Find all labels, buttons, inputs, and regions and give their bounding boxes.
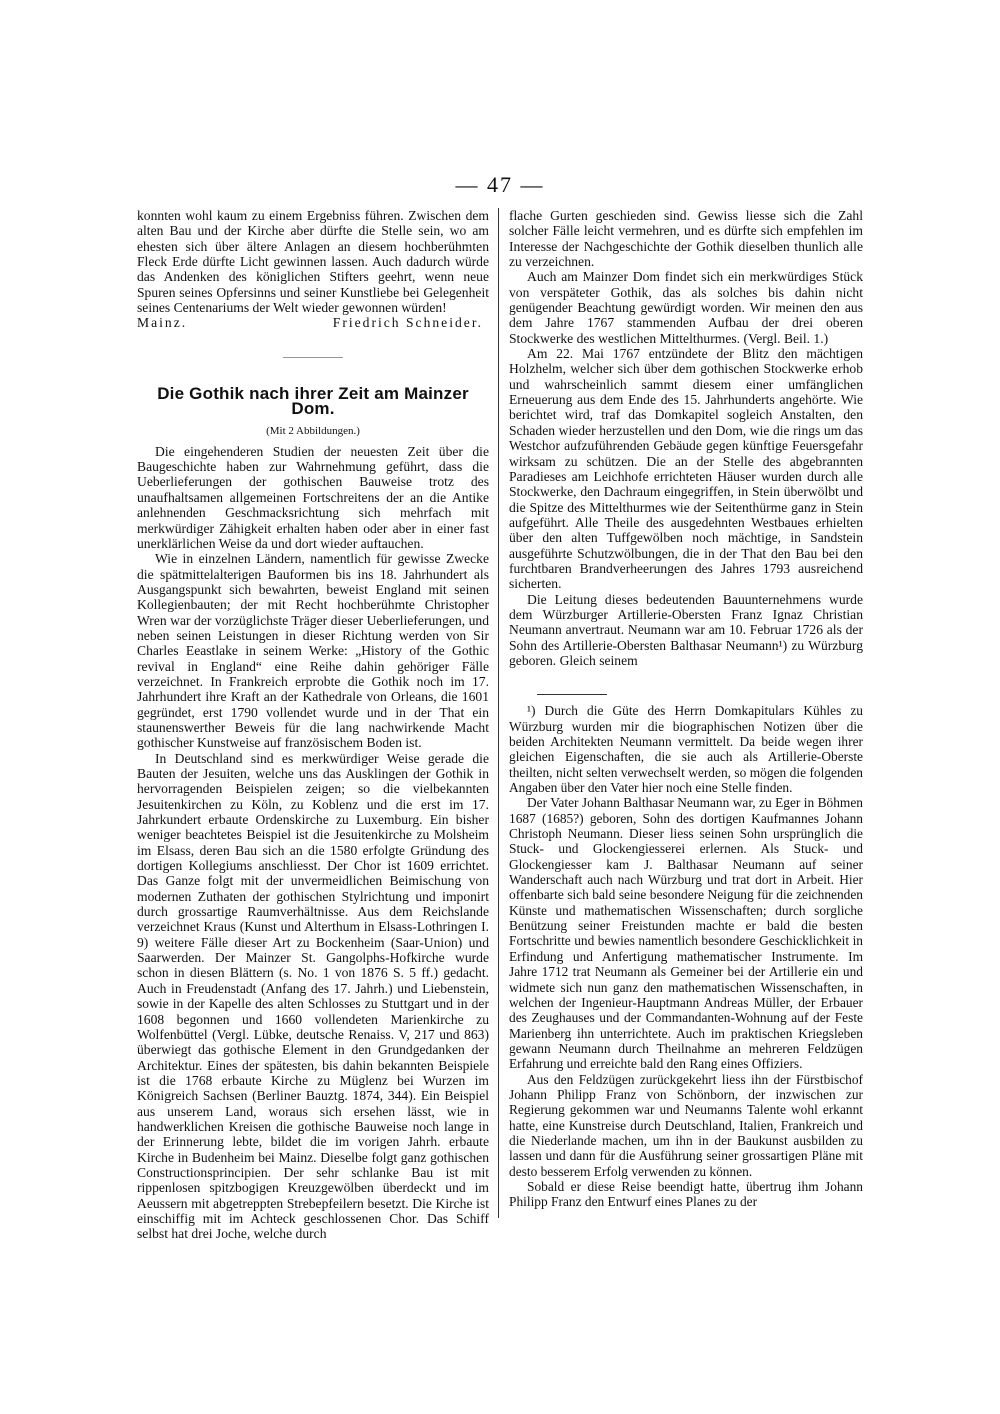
- intro-paragraph: konnten wohl kaum zu einem Ergebniss führen. Zwischen dem alten Bau und der Kirche aber dürfte die Stelle sein, wo am ehesten sich über ältere Anlagen an diesem hochberühmten Fleck Erde dürfte Licht gewinnen lassen. Auch dadurch würde das Andenken des königlichen Stifters geehrt, wenn neue Spuren seines Opfersinns und seiner Kunstliebe bei Gelegenheit seines Centenariums der Welt wieder gewonnen würden!: [137, 208, 489, 316]
- paragraph: Wie in einzelnen Ländern, namentlich für gewisse Zwecke die spätmittelalterigen Bauformen bis ins 18. Jahrhundert als Ausgangspunkt sich bewahrten, beweist England mit seinen Kollegienbauten; der mit Recht hochberühmte Christopher Wren war der vorzüglichste Träger dieser Ueberlieferungen, und neben seinen Leistungen in dieser Richtung werden von Sir Charles Eeastlake in seinem Werke: „History of the Gothic revival in England“ eine Reihe dahin gehöriger Fälle verzeichnet. In Frankreich erprobte die Gothik noch im 17. Jahrhundert ihre Kraft an der Kathedrale von Orleans, die 1601 gegründet, erst 1790 vollendet wurde und in der That ein staunenswerther Beweis für die lang nachwirkende Macht gothischer Kunstweise auf französischem Boden ist.: [137, 551, 489, 751]
- signature-place: Mainz.: [137, 315, 188, 331]
- footnote-paragraph: Sobald er diese Reise beendigt hatte, übertrug ihm Johann Philipp Franz den Entwurf eines Planes zu der: [509, 1178, 863, 1210]
- signature-author: Friedrich Schneider.: [332, 315, 483, 331]
- article-title: Die Gothik nach ihrer Zeit am Mainzer Dom.: [157, 383, 469, 419]
- column-divider: [498, 208, 499, 1218]
- page-number: — 47 —: [455, 172, 545, 197]
- paragraph: Auch am Mainzer Dom findet sich ein merkwürdiges Stück von verspäteter Gothik, das als solches bis dahin nicht genügender Beachtung gewürdigt worden. Wir meinen den aus dem Jahre 1767 stammenden Aufbau der drei oberen Stockwerke des westlichen Mittelthurmes. (Vergl. Beil. 1.): [509, 269, 863, 346]
- section-separator: [283, 357, 343, 358]
- paragraph: flache Gurten geschieden sind. Gewiss liesse sich die Zahl solcher Fälle leicht vermehren, und es dürfte sich empfehlen im Interesse der Nachgeschichte der Gothik dieselben thunlich alle zu verzeichnen.: [509, 208, 863, 270]
- paragraph: Am 22. Mai 1767 entzündete der Blitz den mächtigen Holzhelm, welcher sich über dem gothischen Stockwerke erhob und wahrscheinlich sammt diesem einer umfänglichen Erneuerung aus dem Ende des 15. Jahrhunderts angehörte. Wie berichtet wird, traf das Domkapitel sogleich Anstalten, den Schaden wieder herzustellen und den Dom, wie die rings um das Westchor aufzuführenden Gebäude gegen künftige Feuersgefahr wirksam zu schützen. Die an der Stelle des abgebrannten Paradieses am Leichhofe errichteten Häuser wurden durch alle Stockwerke, den Dachraum eingegriffen, in Stein überwölbt und die Spitze des Mittelthurmes wie der Seitenthürme ganz in Stein aufgeführt. Alle Theile des ausgedehnten Westbaues erhielten über den alten Tuffgewölben noch mächtige, in Sandstein ausgeführte Schutzwölbungen, die in der That den Bau bei den furchtbaren Brandverheerungen des Jahres 1793 ausreichend sicherten.: [509, 346, 863, 592]
- footnotes: [509, 703, 863, 1209]
- footnote-paragraph: Aus den Feldzügen zurückgekehrt liess ihn der Fürstbischof Johann Philipp Franz von Schönborn, der inzwischen zur Regierung gekommen war und Neumanns Talente wohl erkannt hatte, eine Kunstreise durch Deutschland, Italien, Frankreich und die Niederlande machen, um ihn in der Baukunst ausbilden zu lassen und dann für die Ausführung seiner grossartigen Pläne mit desto besserem Erfolg verwenden zu können.: [509, 1071, 863, 1179]
- footnote-paragraph: Der Vater Johann Balthasar Neumann war, zu Eger in Böhmen 1687 (1685?) geboren, Sohn des dortigen Kaufmannes Johann Christoph Neumann. Dieser liess seinen Sohn ursprünglich die Stuck- und Glockengiesserei erlernen. Als Stuck- und Glockengiesser kam J. Balthasar Neumann auf seiner Wanderschaft auch nach Würzburg und trat dort in Arbeit. Hier offenbarte sich bald seine besondere Neigung für die zeichnenden Künste und mathematischen Wissenschaften; durch sorgliche Benützung seiner Freistunden machte er bald die besten Fortschritte und bewies namentlich besondere Geschicklichkeit in Erfindung und Anfertigung mathematischer Instrumente. Im Jahre 1712 trat Neumann als Gemeiner bei der Artillerie ein und widmete sich nun ganz den mathematischen Wissenschaften, in welchen der Ingenieur-Hauptmann Andreas Müller, der Erbauer des Zeughauses und der Commandanten-Wohnung auf der Feste Marienberg ihn unterrichtete. Auch im praktischen Kriegsleben gewann Neumann durch Theilnahme an mehreren Feldzügen Erfahrung und erreichte bald den Rang eines Offiziers.: [509, 795, 863, 1072]
- right-column: [509, 208, 863, 1210]
- footnote-paragraph: ¹) Durch die Güte des Herrn Domkapitulars Kühles zu Würzburg wurden mir die biographischen Notizen über die beiden Architekten Neumann vermittelt. Da beide wegen ihrer gleichen Eigenschaften, die sie auch als Artillerie-Oberste theilten, nicht selten verwechselt werden, so mögen die folgenden Angaben über den Vater hier noch eine Stelle finden.: [509, 703, 863, 796]
- paragraph: Die eingehenderen Studien der neuesten Zeit über die Baugeschichte haben zur Wahrnehmung geführt, dass die Ueberlieferungen der gothischen Bauweise trotz des unaufhaltsamen allgemeinen Fortschreitens der an die Antike anlehnenden Geschmacksrichtung sich mehrfach mit merkwürdiger Zähigkeit erhalten haben oder aber in einer fast unerklärlichen Weise da und dort wieder auftauchen.: [137, 443, 489, 551]
- paragraph: In Deutschland sind es merkwürdiger Weise gerade die Bauten der Jesuiten, welche uns das Ausklingen der Gothik in hervorragenden Beispielen zeigen; so die vielbekannten Jesuitenkirchen zu Köln, zu Koblenz und die erst im 17. Jahrkundert erbaute Ordenskirche zu Luxemburg. Ein bisher weniger beachtetes Beispiel ist die Jesuitenkirche zu Molsheim im Elsass, deren Bau sich an die 1580 erfolgte Gründung des dortigen Kollegiums anschliesst. Der Chor ist 1609 errichtet. Das Ganze folgt mit der unvermeidlichen Beimischung von modernen Zuthaten der gothischen Stylrichtung und imponirt durch grossartige Raumverhältnisse. Aus dem Reichslande verzeichnet Kraus (Kunst und Alterthum in Elsass-Lothringen I. 9) weitere Fälle dieser Art zu Bockenheim (Saar-Union) und Saarwerden. Der Mainzer St. Gangolphs-Hofkirche wurde schon in diesen Blättern (s. No. 1 von 1876 S. 5 ff.) gedacht. Auch in Freudenstadt (Anfang des 17. Jahrh.) und Liebenstein, sowie in der Kapelle des alten Schlosses zu Stuttgart und in der 1608 begonnen und 1660 vollendeten Marienkirche zu Wolfenbüttel (Vergl. Lübke, deutsche Renaiss. V, 217 und 863) überwiegt das gothische Element in den Grundgedanken der Architektur. Eines der spätesten, bis dahin bekannten Beispiele ist die 1768 erbaute Kirche zu Müglenz bei Wurzen im Königreich Sachsen (Berliner Bauztg. 1874, 344). Ein Beispiel aus unserem Land, woraus sich ersehen lässt, wie in handwerklichen Kreisen die gothische Bauweise noch lange in der Erinnerung lebte, bildet die im vorigen Jahrh. erbaute Kirche in Budenheim bei Mainz. Dieselbe folgt ganz gothischen Constructionsprincipien. Der sehr schlanke Bau ist mit rippenlosen spitzbogigen Kreuzgewölben überdeckt und im Aeussern mit abgetreppten Strebepfeilern besetzt. Die Kirche ist einschiffig mit im Achteck geschlossenen Chor. Das Schiff selbst hat drei Joche, welche durch: [137, 750, 489, 1242]
- signature: [137, 315, 489, 330]
- footnote-rule: [537, 694, 607, 695]
- left-column: [137, 208, 489, 1242]
- paragraph: Die Leitung dieses bedeutenden Bauunternehmens wurde dem Würzburger Artillerie-Obersten Franz Ignaz Christian Neumann anvertraut. Neumann war am 10. Februar 1726 als der Sohn des Artillerie-Obersten Balthasar Neumann¹) zu Würzburg geboren. Gleich seinem: [509, 591, 863, 668]
- article-subtitle: (Mit 2 Abbildungen.): [266, 425, 360, 438]
